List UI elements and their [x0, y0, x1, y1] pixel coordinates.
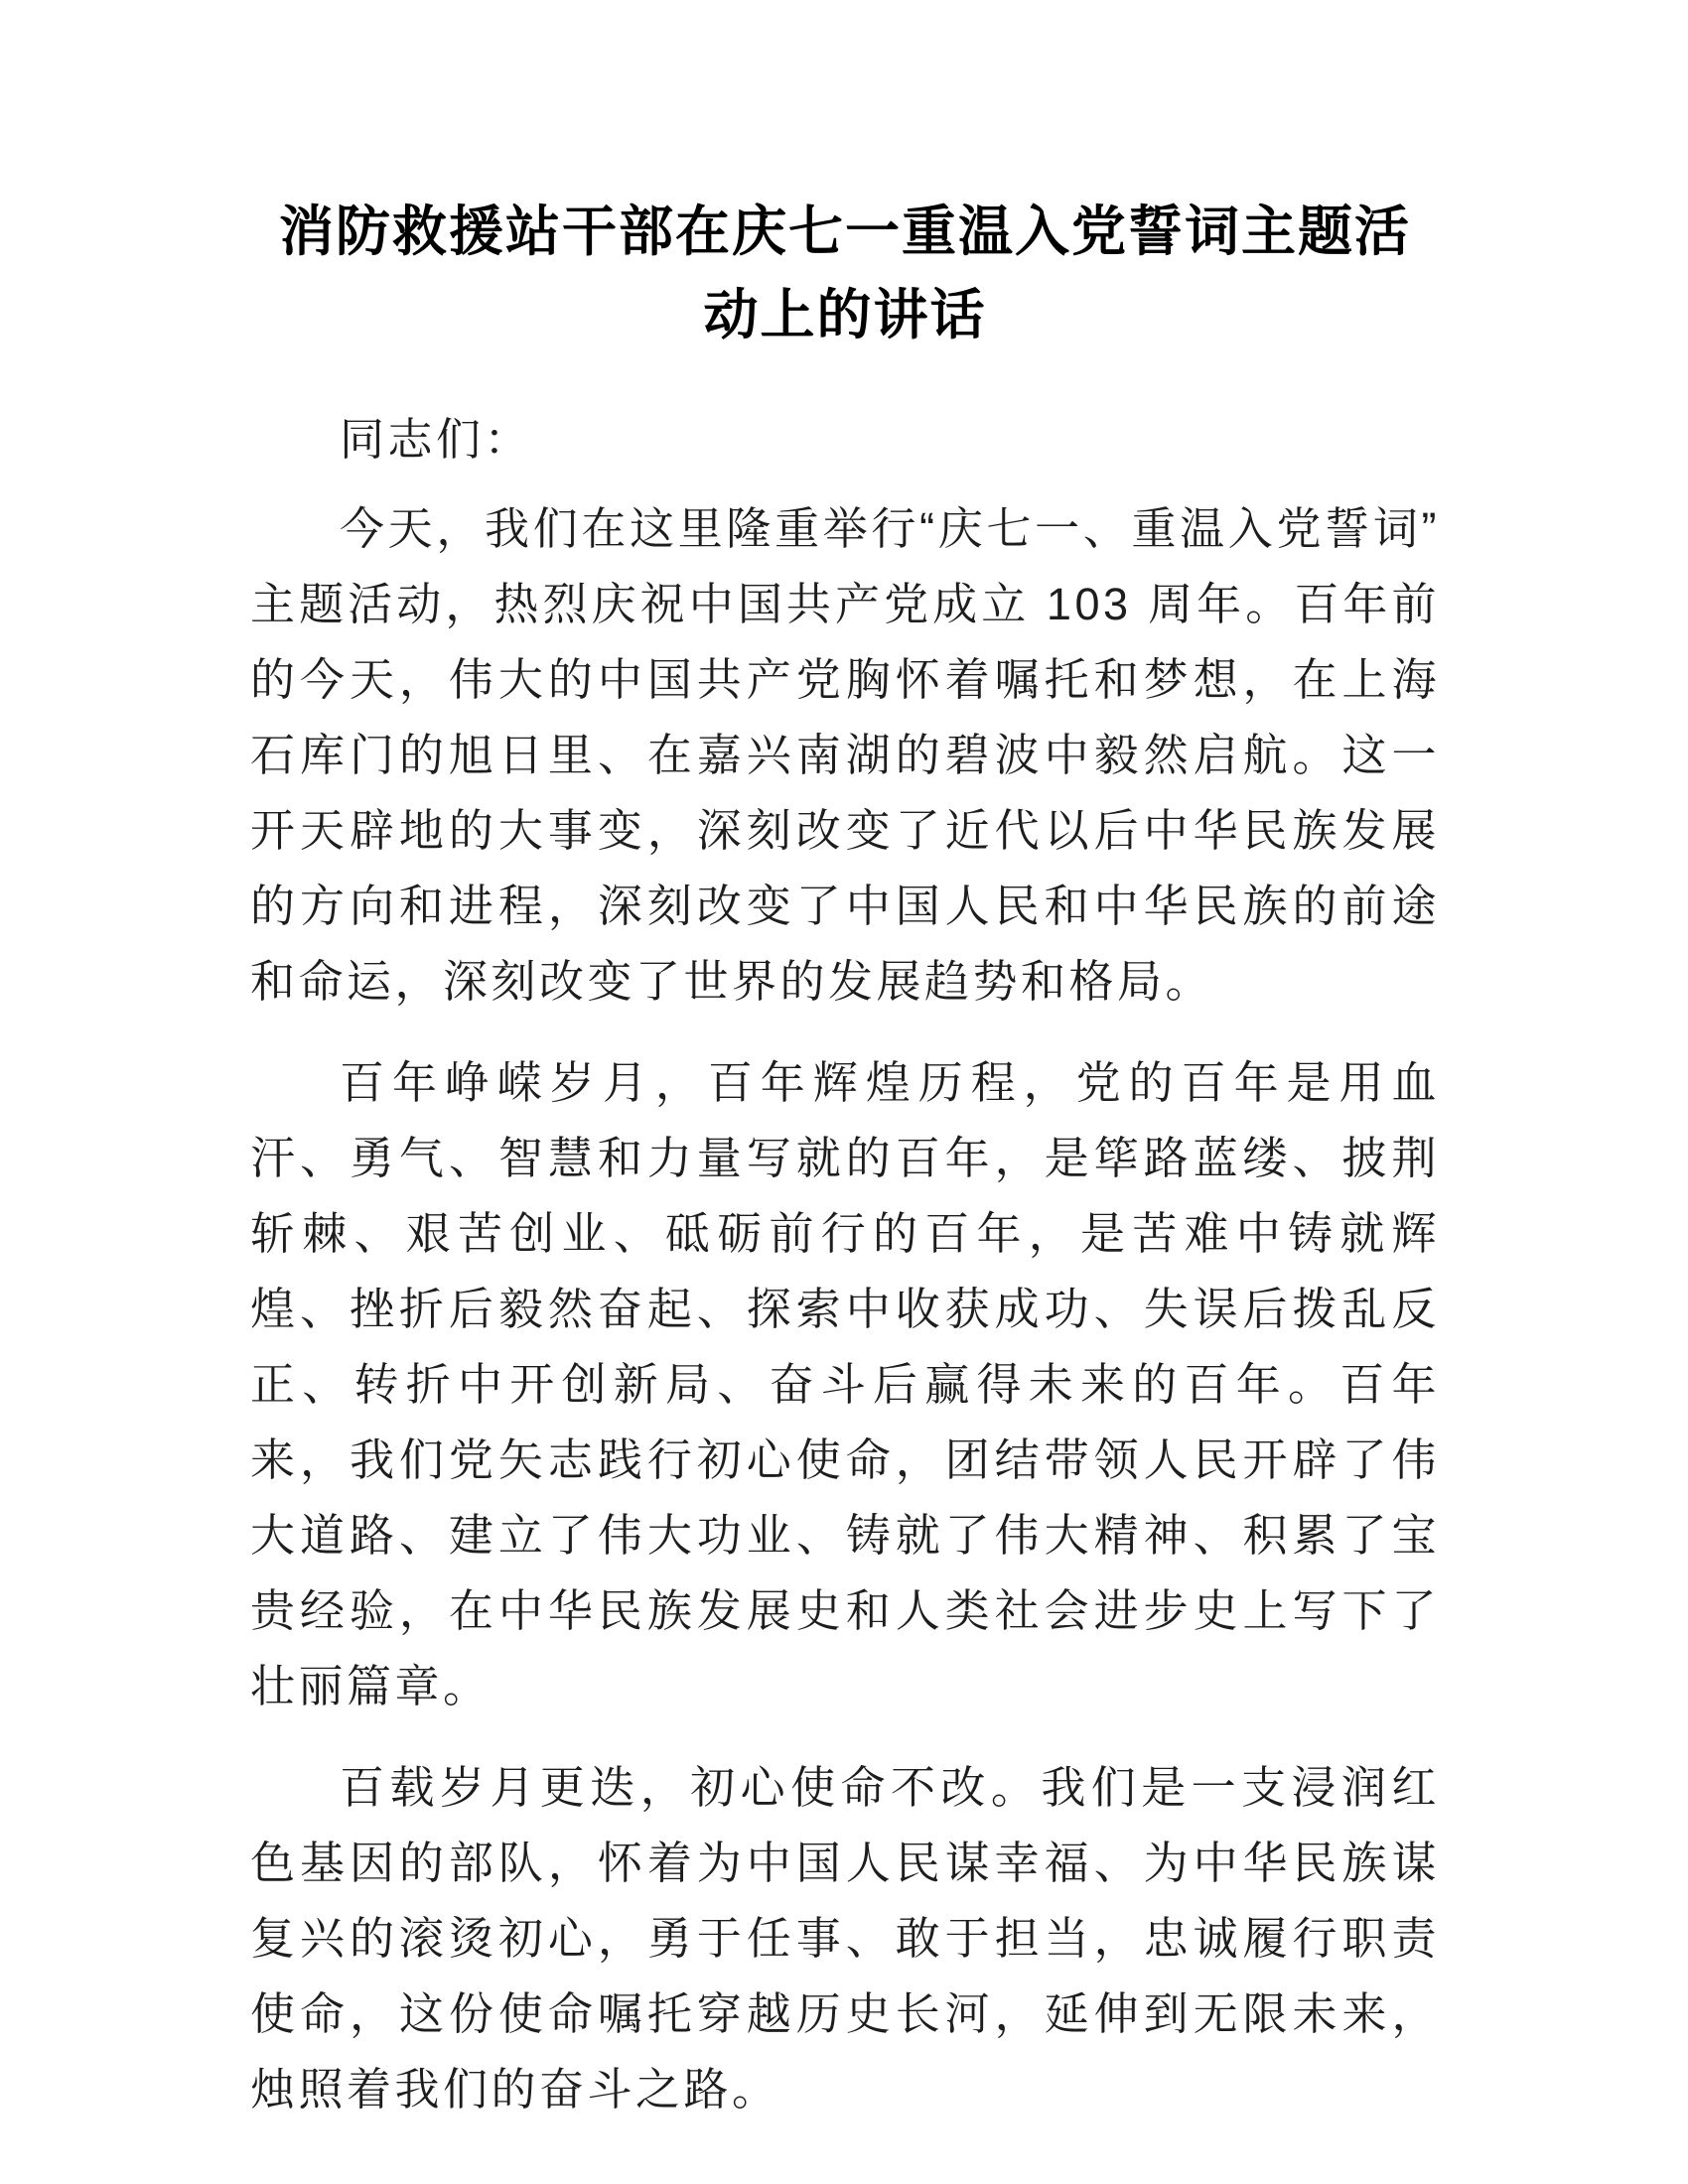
paragraph: 百年峥嵘岁月，百年辉煌历程，党的百年是用血汗、勇气、智慧和力量写就的百年，是筚路蓝缕、披荆斩棘、艰苦创业、砥砺前行的百年，是苦难中铸就辉煌、挫折后毅然奋起、探索中收获成功、失误后拨乱反正、转折中开创新局、奋斗后赢得未来的百年。百年来，我们党矢志践行初心使命，团结带领人民开辟了伟大道路、建立了伟大功业、铸就了伟大精神、积累了宝贵经验，在中华民族发展史和人类社会进步史上写下了壮丽篇章。 — [250, 1057, 1440, 1712]
document-body — [250, 402, 1440, 2127]
paragraph: 百载岁月更迭，初心使命不改。我们是一支浸润红色基因的部队，怀着为中国人民谋幸福、为中华民族谋复兴的滚烫初心，勇于任事、敢于担当，忠诚履行职责使命，这份使命嘱托穿越历史长河，延伸到无限未来，烛照着我们的奋斗之路。 — [250, 1762, 1440, 2116]
paragraph: 今天，我们在这里隆重举行“庆七一、重温入党誓词”主题活动，热烈庆祝中国共产党成立 103 周年。百年前的今天，伟大的中国共产党胸怀着嘱托和梦想，在上海石库门的旭日里、在嘉兴南湖的碧波中毅然启航。这一开天辟地的大事变，深刻改变了近代以后中华民族发展的方向和进程，深刻改变了中国人民和中华民族的前途和命运，深刻改变了世界的发展趋势和格局。 — [250, 503, 1440, 1008]
document-title: 消防救援站干部在庆七一重温入党誓词主题活动上的讲话 — [278, 201, 1411, 345]
salutation: 同志们： — [340, 414, 533, 466]
